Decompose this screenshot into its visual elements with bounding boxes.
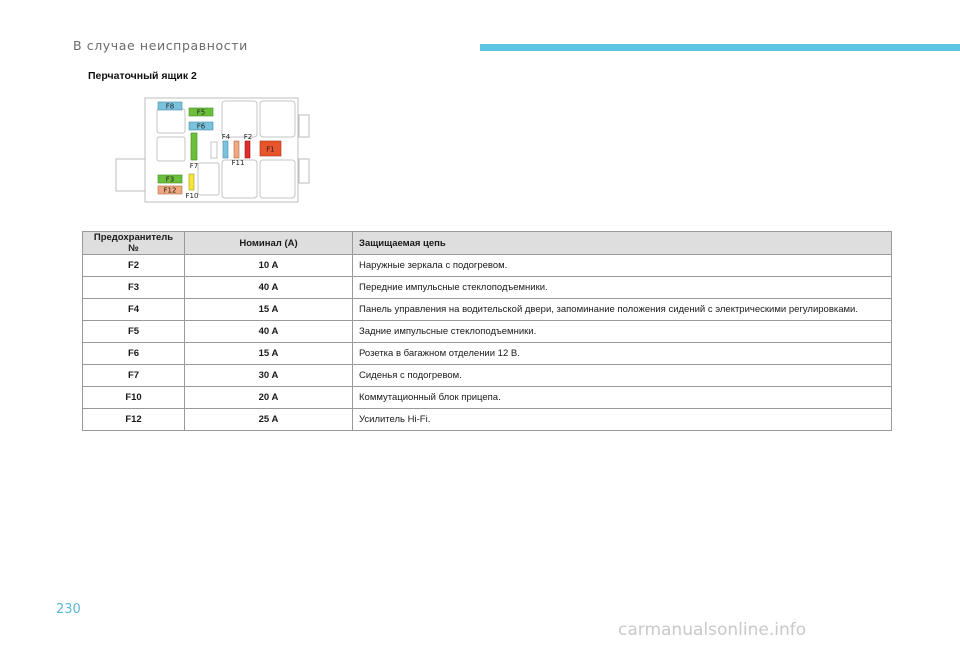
fuse-number: F5 <box>83 321 185 343</box>
fuse-amperage: 25 A <box>185 409 353 431</box>
fuse-number: F4 <box>83 299 185 321</box>
fuse-f5-label: F5 <box>196 108 206 117</box>
table-row <box>83 321 892 343</box>
header-fuse-number: Предохранитель № <box>83 232 185 255</box>
fuse-f1-label: F1 <box>266 145 275 154</box>
relay-slot <box>260 160 295 198</box>
fuse-f6-label: F6 <box>196 122 206 131</box>
table-row <box>83 343 892 365</box>
fuse-f12-label: F12 <box>163 186 177 195</box>
table-row <box>83 299 892 321</box>
relay-slot <box>222 101 257 137</box>
fuse-number: F6 <box>83 343 185 365</box>
fuse-f8-label: F8 <box>165 102 175 111</box>
fuse-f7-label: F7 <box>189 162 199 170</box>
table-row <box>83 255 892 277</box>
table-row <box>83 387 892 409</box>
relay-slot <box>157 137 185 161</box>
fuse-f2 <box>245 141 250 158</box>
fuse-box-right-tab-bottom <box>299 159 309 183</box>
fuse-amperage: 15 A <box>185 299 353 321</box>
fuse-amperage: 40 A <box>185 321 353 343</box>
chapter-accent-bar <box>480 44 960 51</box>
fuse-f10-label: F10 <box>185 192 199 200</box>
fuse-circuit: Задние импульсные стеклоподъемники. <box>353 321 892 343</box>
fuse-circuit: Розетка в багажном отделении 12 В. <box>353 343 892 365</box>
table-header-row <box>83 232 892 255</box>
watermark: carmanualsonline.info <box>618 620 807 640</box>
fuse-f4-label: F4 <box>221 133 231 141</box>
fuse-number: F2 <box>83 255 185 277</box>
fuse-number: F10 <box>83 387 185 409</box>
fuse-amperage: 20 A <box>185 387 353 409</box>
fuse-circuit: Усилитель Hi-Fi. <box>353 409 892 431</box>
fuse-box-diagram <box>115 97 315 205</box>
fuse-f7 <box>191 133 197 160</box>
table-row <box>83 277 892 299</box>
section-title: Перчаточный ящик 2 <box>88 70 197 82</box>
fuse-box-right-tab-top <box>299 115 309 137</box>
relay-slot <box>157 109 185 133</box>
fuse-circuit: Панель управления на водительской двери, запоминание положения сидений с электрическими регулировками. <box>353 299 892 321</box>
table-row <box>83 365 892 387</box>
page-number: 230 <box>56 602 81 617</box>
fuse-f11 <box>234 141 239 158</box>
fuse-circuit: Наружные зеркала с подогревом. <box>353 255 892 277</box>
fuse-box-left-tab <box>116 159 146 191</box>
relay-slot <box>198 163 219 195</box>
header-amperage: Номинал (A) <box>185 232 353 255</box>
relay-slot <box>211 142 217 158</box>
fuse-f11-label: F11 <box>231 159 245 167</box>
fuse-f2-label: F2 <box>243 133 253 141</box>
fuse-amperage: 30 A <box>185 365 353 387</box>
fuse-number: F12 <box>83 409 185 431</box>
fuse-number: F3 <box>83 277 185 299</box>
fuse-f4 <box>223 141 228 158</box>
fuse-table <box>82 231 892 431</box>
fuse-f10 <box>189 174 194 190</box>
relay-slot <box>260 101 295 137</box>
fuse-circuit: Коммутационный блок прицепа. <box>353 387 892 409</box>
fuse-f3-label: F3 <box>165 175 175 184</box>
fuse-circuit: Передние импульсные стеклоподъемники. <box>353 277 892 299</box>
header-protected-circuit: Защищаемая цепь <box>353 232 892 255</box>
fuse-number: F7 <box>83 365 185 387</box>
fuse-amperage: 15 A <box>185 343 353 365</box>
table-row <box>83 409 892 431</box>
fuse-amperage: 40 A <box>185 277 353 299</box>
chapter-title: В случае неисправности <box>73 38 248 53</box>
fuse-circuit: Сиденья с подогревом. <box>353 365 892 387</box>
fuse-amperage: 10 A <box>185 255 353 277</box>
